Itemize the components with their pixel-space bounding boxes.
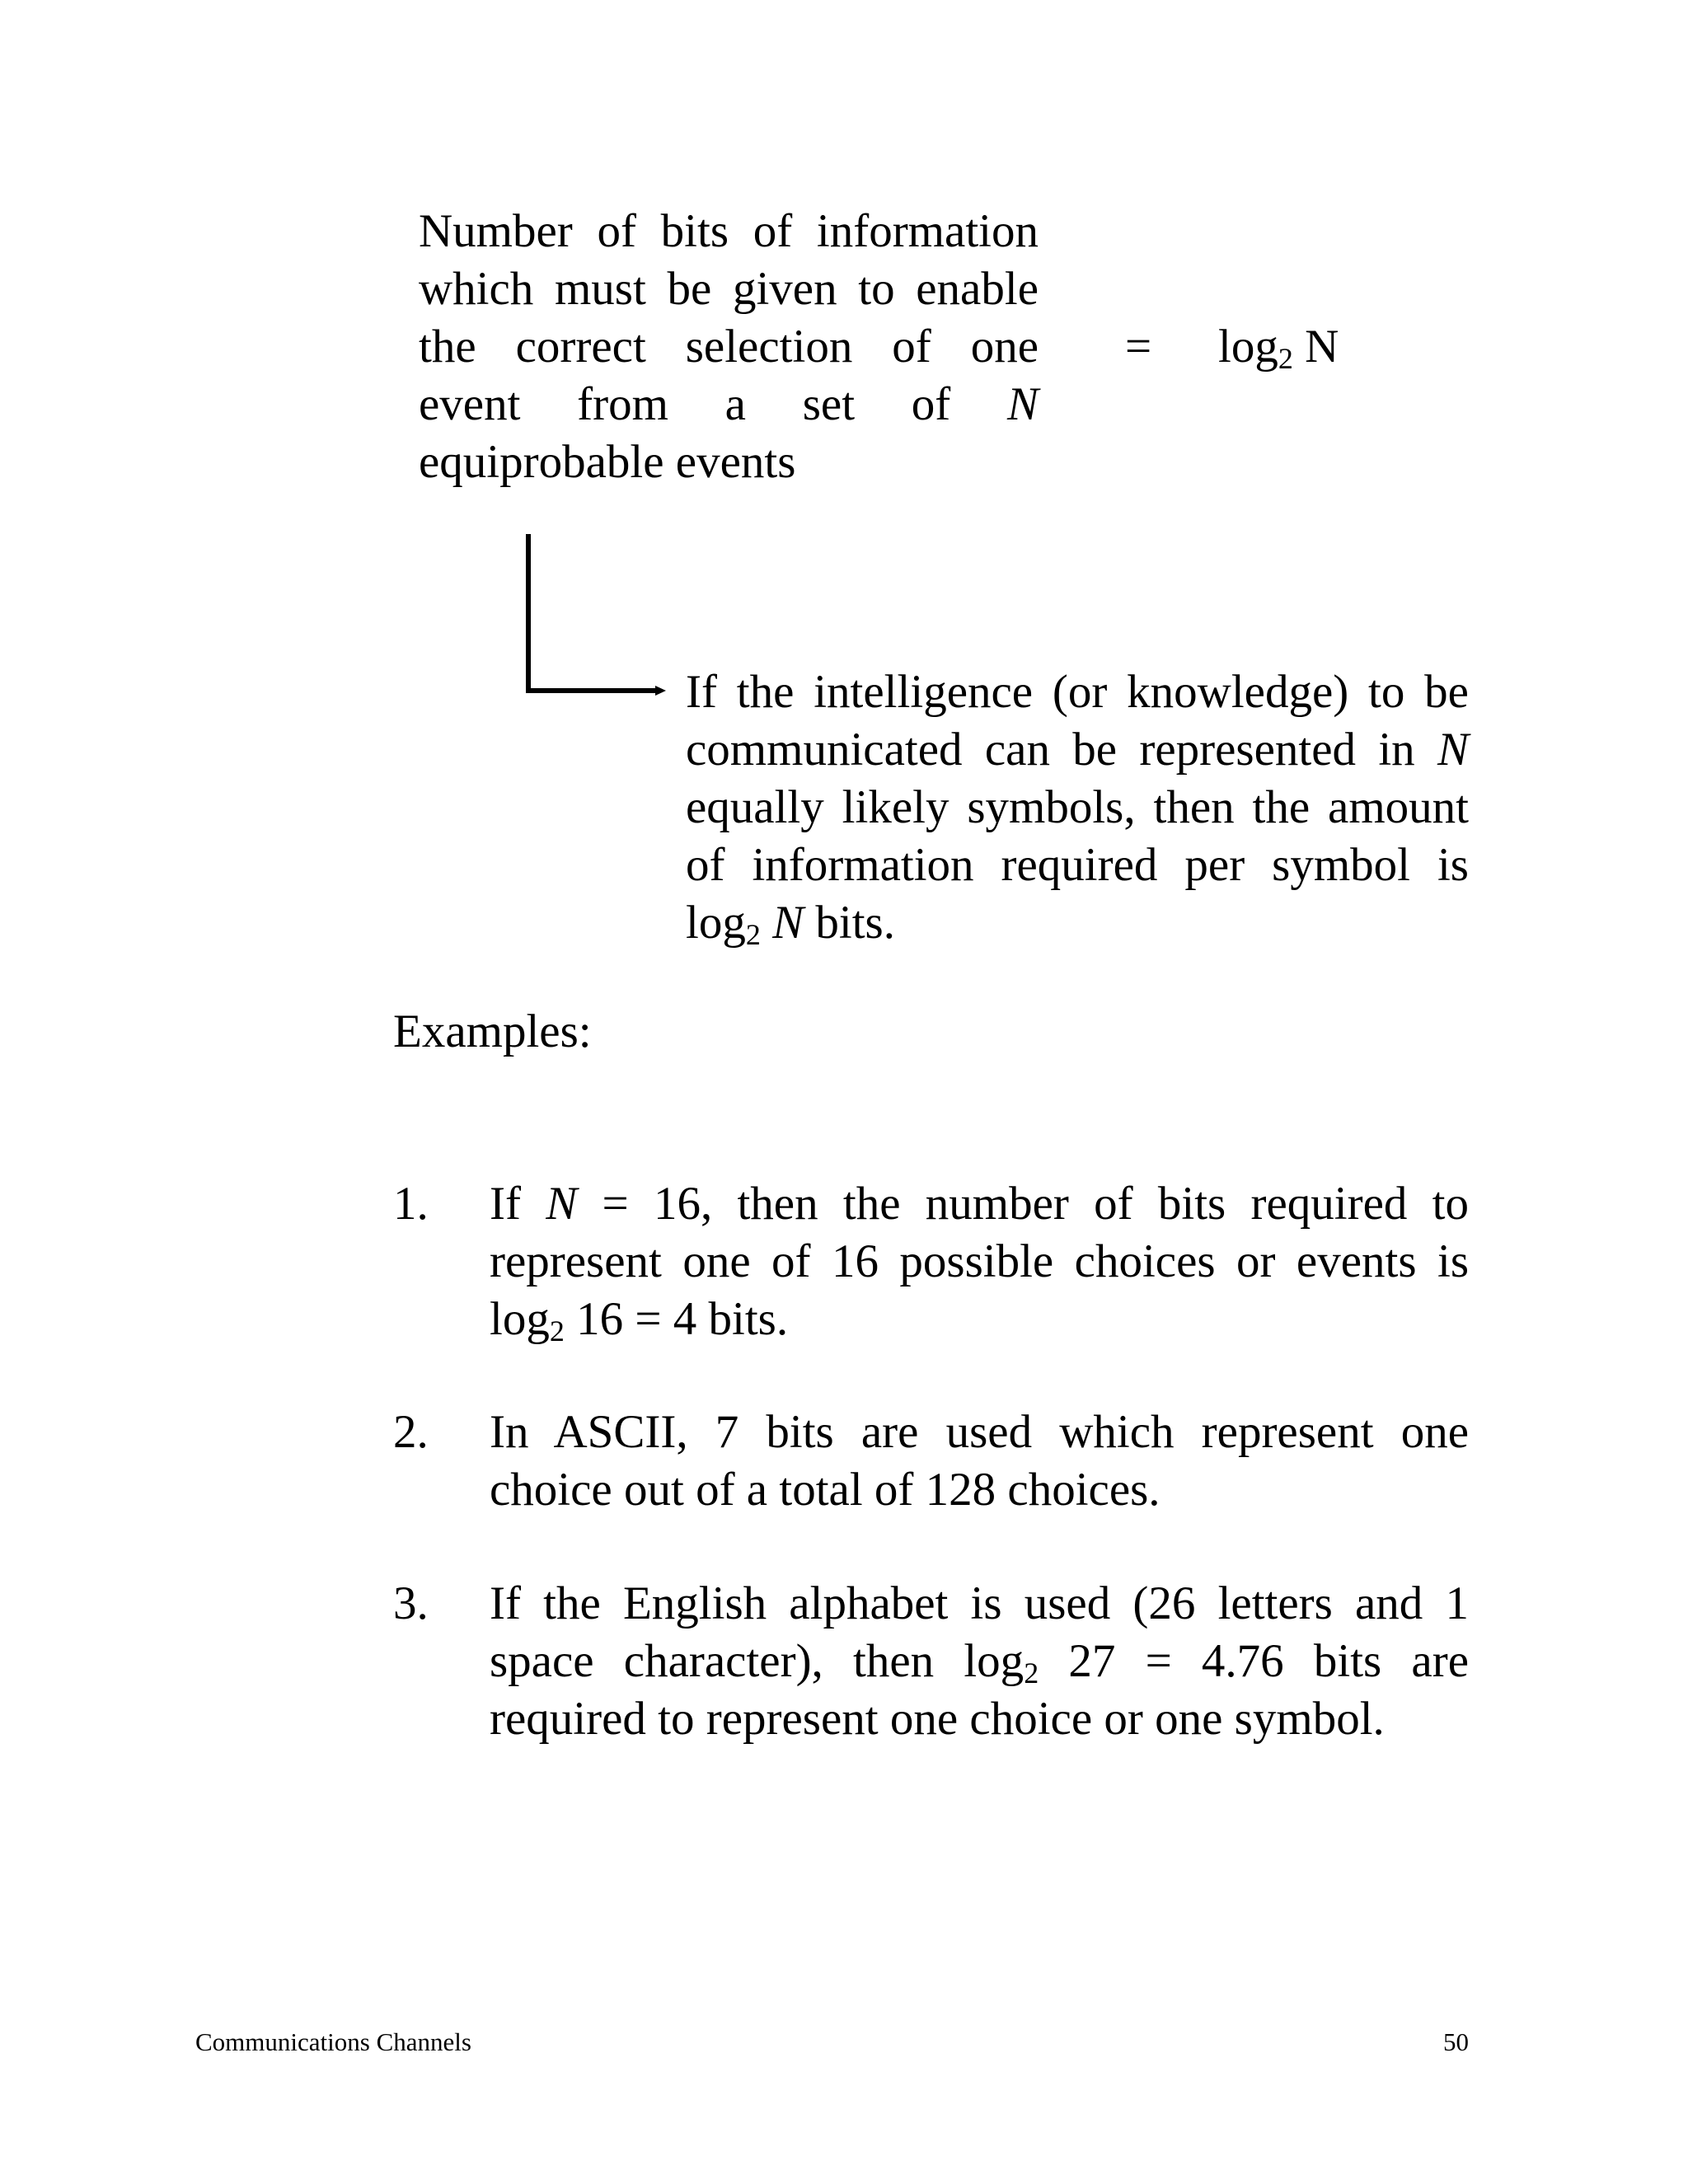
list-item-number: 3. <box>393 1577 429 1629</box>
list-item: If N = 16, then the number of bits required to represent one of 16 possible choices or events is $\log_2 16 = 4$ bits. <box>490 1178 1469 1347</box>
equals-sign: = <box>1125 321 1152 373</box>
list-item: In ASCII, 7 bits are used which represent one choice out of a total of 128 choices. <box>490 1406 1469 1516</box>
list-item-number: 2. <box>393 1406 429 1458</box>
footer-title: Communications Channels <box>195 2027 471 2056</box>
examples-heading: Examples: <box>393 1005 592 1057</box>
log-formula: $\log_2 N$ <box>1218 321 1339 375</box>
variable-n: N <box>1006 378 1039 430</box>
definition-text: Number of bits of information which must be given to enable the correct selection of one event from a set of N equiprobable events <box>419 205 1039 488</box>
list-item-number: 1. <box>393 1178 429 1230</box>
explanation-text: If the intelligence (or knowledge) to be communicated can be represented in N equally likely symbols, then the amount of information required per symbol is $\log_2 N$ bits. <box>686 666 1469 951</box>
page-number: 50 <box>1443 2027 1469 2056</box>
list-item: If the English alphabet is used (26 letters and 1 space character), then $\log_2 27 = 4.76$ bits are required to represent one choice or one symbol. <box>490 1577 1469 1745</box>
